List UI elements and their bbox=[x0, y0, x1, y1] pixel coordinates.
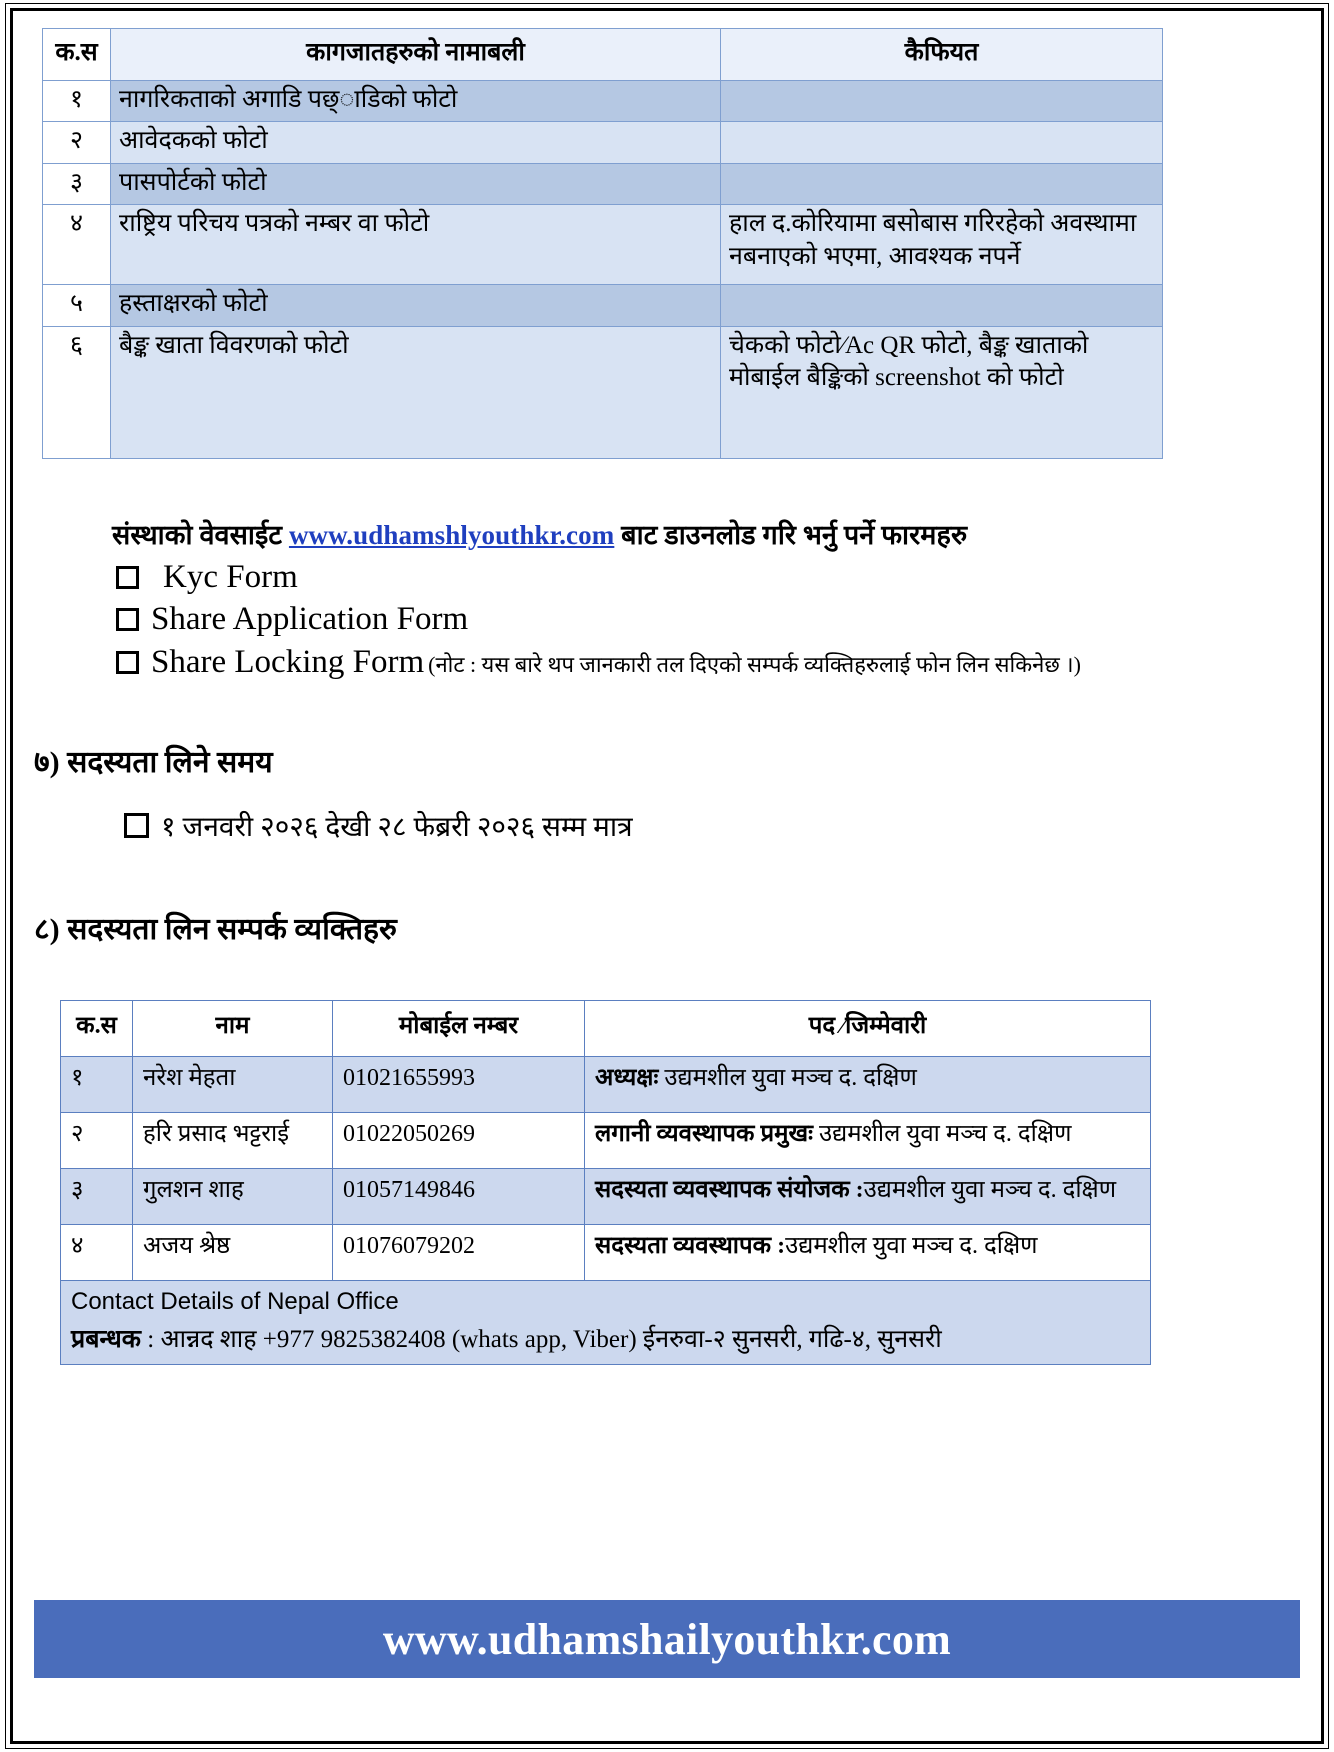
header-role: पद ⁄जिम्मेवारी bbox=[585, 1001, 1151, 1057]
nepal-office-cell bbox=[61, 1281, 1151, 1365]
row-role-detail: उद्यमशील युवा मञ्च द. दक्षिण bbox=[812, 1121, 1072, 1148]
nepal-office-contact-detail: : आन्नद शाह +977 9825382408 (whats app, Viber) ईनरुवा-२ सुनसरी, गढि-४, सुनसरी bbox=[141, 1325, 942, 1353]
row-document-name: पासपोर्टको फोटो bbox=[111, 163, 721, 205]
row-role-detail: उद्यमशील युवा मञ्च द. दक्षिण bbox=[658, 1065, 917, 1092]
form-name-kyc: Kyc Form bbox=[163, 558, 298, 595]
table-row bbox=[61, 1057, 1151, 1113]
row-role-title: सदस्यता व्यवस्थापक संयोजक : bbox=[595, 1177, 864, 1204]
table-row bbox=[43, 80, 1163, 122]
row-mobile-number: 01076079202 bbox=[333, 1225, 585, 1281]
row-role-title: सदस्यता व्यवस्थापक : bbox=[595, 1233, 786, 1260]
row-person-name: अजय श्रेष्ठ bbox=[133, 1225, 333, 1281]
row-serial: ३ bbox=[61, 1169, 133, 1225]
row-person-name: हरि प्रसाद भट्टराई bbox=[133, 1113, 333, 1169]
table-row bbox=[61, 1169, 1151, 1225]
nepal-office-contact-line bbox=[71, 1324, 1140, 1356]
row-remark bbox=[721, 163, 1163, 205]
form-name-share-locking: Share Locking Form bbox=[151, 644, 425, 681]
download-instruction bbox=[112, 515, 1300, 552]
row-role bbox=[585, 1225, 1151, 1281]
row-role bbox=[585, 1057, 1151, 1113]
row-document-name: हस्ताक्षरको फोटो bbox=[111, 285, 721, 327]
row-serial: ५ bbox=[43, 285, 111, 327]
nepal-office-role-label: प्रबन्धक bbox=[71, 1325, 142, 1353]
row-role-title: लगानी व्यवस्थापक प्रमुखः bbox=[595, 1121, 813, 1148]
row-document-name: राष्ट्रिय परिचय पत्रको नम्बर वा फोटो bbox=[111, 205, 721, 285]
table-row bbox=[43, 326, 1163, 458]
downloadable-forms-list bbox=[34, 558, 1300, 683]
list-item bbox=[116, 600, 1300, 639]
page-content bbox=[34, 28, 1300, 1718]
row-remark: हाल द.कोरियामा बसोबास गरिरहेको अवस्थामा नबनाएको भएमा, आवश्यक नपर्ने bbox=[721, 205, 1163, 285]
row-role bbox=[585, 1113, 1151, 1169]
table-row bbox=[61, 1225, 1151, 1281]
header-document-name: कागजातहरुको नामाबली bbox=[111, 29, 721, 81]
row-serial: १ bbox=[43, 80, 111, 122]
table-row bbox=[61, 1113, 1151, 1169]
download-suffix-text: बाट डाउनलोड गरि भर्नु पर्ने फारमहरु bbox=[614, 519, 968, 550]
table-row bbox=[43, 285, 1163, 327]
row-document-name: नागरिकताको अगाडि पछ्ाडिको फोटो bbox=[111, 80, 721, 122]
download-prefix-text: संस्थाको वेवसाईट bbox=[112, 519, 289, 550]
row-serial: ६ bbox=[43, 326, 111, 458]
checkbox-icon[interactable] bbox=[124, 813, 149, 838]
row-mobile-number: 01021655993 bbox=[333, 1057, 585, 1113]
row-remark: चेकको फोटो⁄Ac QR फोटो, बैङ्क खाताको मोबाईल बैङ्किको screenshot को फोटो bbox=[721, 326, 1163, 458]
form-note-share-locking: (नोट : यस बारे थप जानकारी तल दिएको सम्पर्क व्यक्तिहरुलाई फोन लिन सकिनेछ ।) bbox=[428, 652, 1081, 678]
section-heading-membership-period: ७) सदस्यता लिने समय bbox=[34, 746, 273, 780]
membership-period-bullet bbox=[124, 807, 1300, 845]
documents-table-header-row bbox=[43, 29, 1163, 81]
row-remark bbox=[721, 80, 1163, 122]
row-mobile-number: 01022050269 bbox=[333, 1113, 585, 1169]
row-remark bbox=[721, 285, 1163, 327]
row-remark bbox=[721, 122, 1163, 164]
row-role bbox=[585, 1169, 1151, 1225]
row-role-detail: उद्यमशील युवा मञ्च द. दक्षिण bbox=[863, 1177, 1117, 1204]
row-serial: ४ bbox=[61, 1225, 133, 1281]
nepal-office-row bbox=[61, 1281, 1151, 1365]
list-item bbox=[116, 558, 1300, 597]
row-person-name: नरेश मेहता bbox=[133, 1057, 333, 1113]
row-serial: २ bbox=[43, 122, 111, 164]
row-serial: ४ bbox=[43, 205, 111, 285]
checkbox-icon[interactable] bbox=[116, 651, 139, 674]
header-serial: क.स bbox=[43, 29, 111, 81]
table-row bbox=[43, 122, 1163, 164]
row-person-name: गुलशन शाह bbox=[133, 1169, 333, 1225]
contact-table-header-row bbox=[61, 1001, 1151, 1057]
footer-banner bbox=[34, 1600, 1300, 1678]
contact-persons-table bbox=[60, 1000, 1151, 1364]
membership-period-text: १ जनवरी २०२६ देखी २८ फेब्ररी २०२६ सम्म मात्र bbox=[161, 812, 633, 844]
list-item bbox=[116, 643, 1300, 682]
section-heading-contact-persons: ८) सदस्यता लिन सम्पर्क व्यक्तिहरु bbox=[34, 913, 397, 947]
row-serial: २ bbox=[61, 1113, 133, 1169]
row-serial: ३ bbox=[43, 163, 111, 205]
nepal-office-title: Contact Details of Nepal Office bbox=[71, 1288, 399, 1316]
row-document-name: आवेदकको फोटो bbox=[111, 122, 721, 164]
form-name-share-application: Share Application Form bbox=[151, 601, 469, 638]
organisation-website-link[interactable]: www.udhamshlyouthkr.com bbox=[288, 519, 615, 550]
row-mobile-number: 01057149846 bbox=[333, 1169, 585, 1225]
checkbox-icon[interactable] bbox=[116, 608, 139, 631]
table-row bbox=[43, 163, 1163, 205]
footer-website-text: www.udhamshailyouthkr.com bbox=[382, 1614, 952, 1664]
row-document-name: बैङ्क खाता विवरणको फोटो bbox=[111, 326, 721, 458]
header-name: नाम bbox=[133, 1001, 333, 1057]
header-remark: कैफियत bbox=[721, 29, 1163, 81]
row-serial: १ bbox=[61, 1057, 133, 1113]
header-mobile: मोबाईल नम्बर bbox=[333, 1001, 585, 1057]
documents-table bbox=[42, 28, 1163, 459]
row-role-detail: उद्यमशील युवा मञ्च द. दक्षिण bbox=[785, 1233, 1038, 1260]
checkbox-icon[interactable] bbox=[116, 566, 139, 589]
table-row bbox=[43, 205, 1163, 285]
row-role-title: अध्यक्षः bbox=[595, 1065, 659, 1092]
header-serial: क.स bbox=[61, 1001, 133, 1057]
